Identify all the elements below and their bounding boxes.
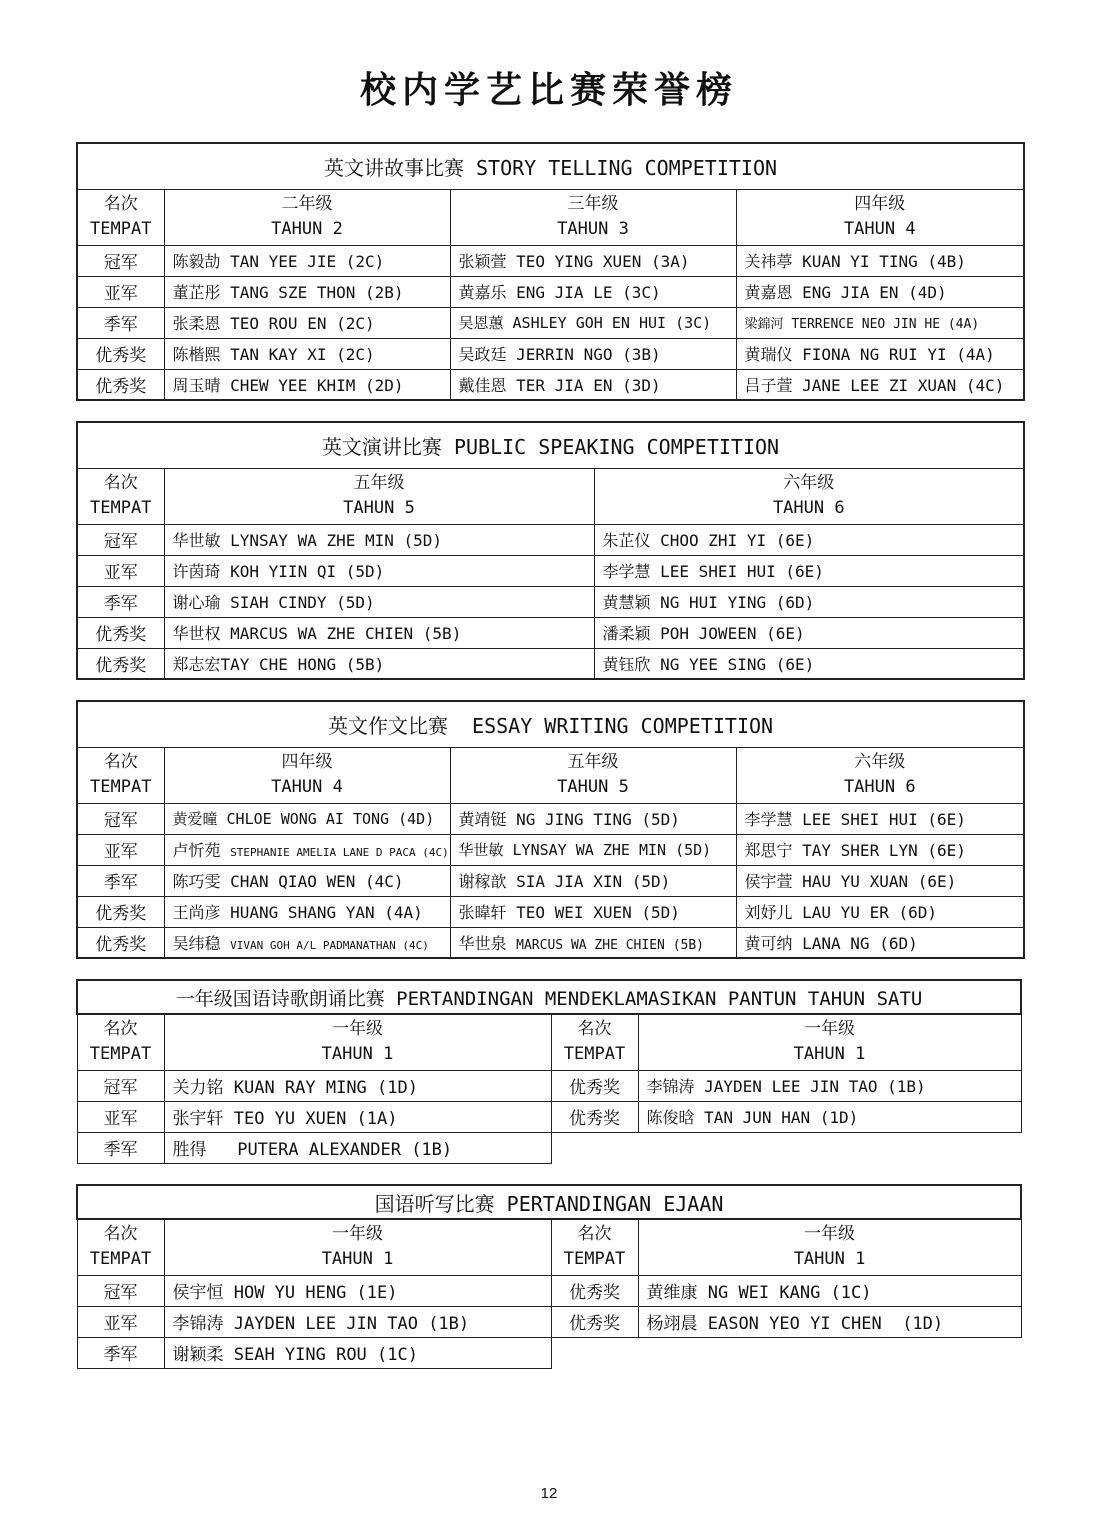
grade-header: 一年级 TAHUN 1 [164, 1219, 551, 1275]
winner-cell: 侯宇萱 HAU YU XUAN (6E) [736, 865, 1024, 896]
essay-writing-table [76, 700, 1025, 959]
table-row [77, 617, 1024, 648]
ejaan-title: 国语听写比赛 PERTANDINGAN EJAAN [77, 1185, 1021, 1219]
rank-cell: 优秀奖 [551, 1306, 638, 1337]
rank-cell: 冠军 [77, 524, 164, 555]
rank-cell: 优秀奖 [77, 369, 164, 400]
table-row [77, 338, 1024, 369]
winner-cell: 梁錦河 TERRENCE NEO JIN HE (4A) [736, 307, 1024, 338]
winner-cell: 黄钰欣 NG YEE SING (6E) [594, 648, 1024, 679]
winner-cell: 郑思宁 TAY SHER LYN (6E) [736, 834, 1024, 865]
rank-cell: 冠军 [77, 1070, 164, 1101]
winner-cell: 周玉晴 CHEW YEE KHIM (2D) [164, 369, 450, 400]
rank-cell: 季军 [77, 1132, 164, 1163]
winner-cell: 陈楷熙 TAN KAY XI (2C) [164, 338, 450, 369]
rank-cell: 优秀奖 [551, 1275, 638, 1306]
rank-cell: 冠军 [77, 1275, 164, 1306]
rank-header: 名次 TEMPAT [77, 468, 164, 524]
rank-cell: 季军 [77, 307, 164, 338]
winner-cell: 谢颖柔 SEAH YING ROU (1C) [164, 1337, 551, 1368]
winner-cell: 黄爱曈 CHLOE WONG AI TONG (4D) [164, 803, 450, 834]
winner-cell: 卢忻苑 STEPHANIE AMELIA LANE D PACA (4C) [164, 834, 450, 865]
rank-header: 名次 TEMPAT [77, 189, 164, 245]
winner-cell: 华世敏 LYNSAY WA ZHE MIN (5D) [450, 834, 736, 865]
rank-cell: 亚军 [77, 1306, 164, 1337]
winner-cell: 张颖萱 TEO YING XUEN (3A) [450, 245, 736, 276]
rank-cell: 优秀奖 [77, 617, 164, 648]
table-row [77, 1101, 1021, 1132]
story-telling-title: 英文讲故事比赛 STORY TELLING COMPETITION [77, 143, 1024, 189]
grade-header: 一年级 TAHUN 1 [638, 1219, 1021, 1275]
table-row [77, 524, 1024, 555]
rank-cell: 季军 [77, 1337, 164, 1368]
winner-cell: 华世泉 MARCUS WA ZHE CHIEN (5B) [450, 927, 736, 958]
winner-cell: 黄可纳 LANA NG (6D) [736, 927, 1024, 958]
winner-cell: 戴佳恩 TER JIA EN (3D) [450, 369, 736, 400]
rank-cell: 优秀奖 [77, 338, 164, 369]
pantun-title: 一年级国语诗歌朗诵比赛 PERTANDINGAN MENDEKLAMASIKAN PANTUN TAHUN SATU [77, 980, 1021, 1014]
public-speaking-title: 英文演讲比赛 PUBLIC SPEAKING COMPETITION [77, 422, 1024, 468]
winner-cell: 郑志宏TAY CHE HONG (5B) [164, 648, 594, 679]
winner-cell: 吴纬稳 VIVAN GOH A/L PADMANATHAN (4C) [164, 927, 450, 958]
grade-header: 六年级 TAHUN 6 [594, 468, 1024, 524]
winner-cell: 黄嘉恩 ENG JIA EN (4D) [736, 276, 1024, 307]
table-row [77, 307, 1024, 338]
table-row [77, 896, 1024, 927]
table-row [77, 1275, 1021, 1306]
page-number: 12 [540, 1485, 558, 1502]
table-row [77, 586, 1024, 617]
table-row [77, 555, 1024, 586]
rank-header: 名次 TEMPAT [77, 747, 164, 803]
rank-header: 名次 TEMPAT [551, 1219, 638, 1275]
rank-header: 名次 TEMPAT [77, 1219, 164, 1275]
table-row [77, 834, 1024, 865]
winner-cell: 黄维康 NG WEI KANG (1C) [638, 1275, 1021, 1306]
winner-cell: 吕子萱 JANE LEE ZI XUAN (4C) [736, 369, 1024, 400]
winner-cell: 胜得 PUTERA ALEXANDER (1B) [164, 1132, 551, 1163]
ejaan-table [76, 1184, 1022, 1369]
grade-header: 四年级 TAHUN 4 [736, 189, 1024, 245]
rank-cell: 优秀奖 [77, 896, 164, 927]
table-row [77, 245, 1024, 276]
grade-header: 二年级 TAHUN 2 [164, 189, 450, 245]
winner-cell: 侯宇恒 HOW YU HENG (1E) [164, 1275, 551, 1306]
grade-header: 五年级 TAHUN 5 [164, 468, 594, 524]
rank-cell: 优秀奖 [551, 1101, 638, 1132]
table-row [77, 865, 1024, 896]
winner-cell: 吴政廷 JERRIN NGO (3B) [450, 338, 736, 369]
rank-header: 名次 TEMPAT [77, 1014, 164, 1070]
rank-cell: 冠军 [77, 803, 164, 834]
rank-cell: 冠军 [77, 245, 164, 276]
grade-header: 一年级 TAHUN 1 [638, 1014, 1021, 1070]
table-row [77, 803, 1024, 834]
grade-header: 四年级 TAHUN 4 [164, 747, 450, 803]
winner-cell: 刘妤儿 LAU YU ER (6D) [736, 896, 1024, 927]
table-row [77, 1306, 1021, 1337]
rank-cell: 亚军 [77, 555, 164, 586]
table-row [77, 648, 1024, 679]
pantun-table [76, 979, 1022, 1164]
winner-cell: 华世权 MARCUS WA ZHE CHIEN (5B) [164, 617, 594, 648]
winner-cell: 李锦涛 JAYDEN LEE JIN TAO (1B) [164, 1306, 551, 1337]
winner-cell: 王尚彦 HUANG SHANG YAN (4A) [164, 896, 450, 927]
table-row [77, 1070, 1021, 1101]
winner-cell: 谢稼歆 SIA JIA XIN (5D) [450, 865, 736, 896]
winner-cell: 朱芷仪 CHOO ZHI YI (6E) [594, 524, 1024, 555]
rank-cell: 季军 [77, 865, 164, 896]
winner-cell: 李锦涛 JAYDEN LEE JIN TAO (1B) [638, 1070, 1021, 1101]
winner-cell: 黄靖铤 NG JING TING (5D) [450, 803, 736, 834]
rank-cell: 亚军 [77, 834, 164, 865]
grade-header: 一年级 TAHUN 1 [164, 1014, 551, 1070]
winner-cell: 陈巧雯 CHAN QIAO WEN (4C) [164, 865, 450, 896]
winner-cell: 李学慧 LEE SHEI HUI (6E) [594, 555, 1024, 586]
table-row [77, 1132, 1021, 1163]
winner-cell: 潘柔颖 POH JOWEEN (6E) [594, 617, 1024, 648]
winner-cell: 谢心瑜 SIAH CINDY (5D) [164, 586, 594, 617]
winner-cell: 许茵琦 KOH YIIN QI (5D) [164, 555, 594, 586]
rank-cell: 优秀奖 [77, 927, 164, 958]
page-title: 校内学艺比赛荣誉榜 [359, 69, 738, 111]
winner-cell: 黄嘉乐 ENG JIA LE (3C) [450, 276, 736, 307]
table-row [77, 1337, 1021, 1368]
winner-cell: 黄慧颖 NG HUI YING (6D) [594, 586, 1024, 617]
table-row [77, 927, 1024, 958]
grade-header: 六年级 TAHUN 6 [736, 747, 1024, 803]
grade-header: 三年级 TAHUN 3 [450, 189, 736, 245]
public-speaking-table [76, 421, 1025, 680]
winner-cell: 华世敏 LYNSAY WA ZHE MIN (5D) [164, 524, 594, 555]
winner-cell: 张宇轩 TEO YU XUEN (1A) [164, 1101, 551, 1132]
winner-cell: 张暐轩 TEO WEI XUEN (5D) [450, 896, 736, 927]
table-row [77, 369, 1024, 400]
table-row [77, 276, 1024, 307]
winner-cell: 关力铭 KUAN RAY MING (1D) [164, 1070, 551, 1101]
rank-cell: 亚军 [77, 276, 164, 307]
rank-cell: 优秀奖 [77, 648, 164, 679]
rank-cell: 优秀奖 [551, 1070, 638, 1101]
rank-cell: 亚军 [77, 1101, 164, 1132]
essay-writing-title: 英文作文比赛 ESSAY WRITING COMPETITION [77, 701, 1024, 747]
winner-cell: 黄瑞仪 FIONA NG RUI YI (4A) [736, 338, 1024, 369]
winner-cell: 吴恩蕙 ASHLEY GOH EN HUI (3C) [450, 307, 736, 338]
winner-cell: 陈毅劼 TAN YEE JIE (2C) [164, 245, 450, 276]
rank-cell: 季军 [77, 586, 164, 617]
winner-cell: 李学慧 LEE SHEI HUI (6E) [736, 803, 1024, 834]
winner-cell: 张柔恩 TEO ROU EN (2C) [164, 307, 450, 338]
grade-header: 五年级 TAHUN 5 [450, 747, 736, 803]
winner-cell: 杨翊晨 EASON YEO YI CHEN (1D) [638, 1306, 1021, 1337]
story-telling-table [76, 142, 1025, 401]
winner-cell: 陈俊晗 TAN JUN HAN (1D) [638, 1101, 1021, 1132]
winner-cell: 董芷彤 TANG SZE THON (2B) [164, 276, 450, 307]
rank-header: 名次 TEMPAT [551, 1014, 638, 1070]
winner-cell: 关祎葶 KUAN YI TING (4B) [736, 245, 1024, 276]
